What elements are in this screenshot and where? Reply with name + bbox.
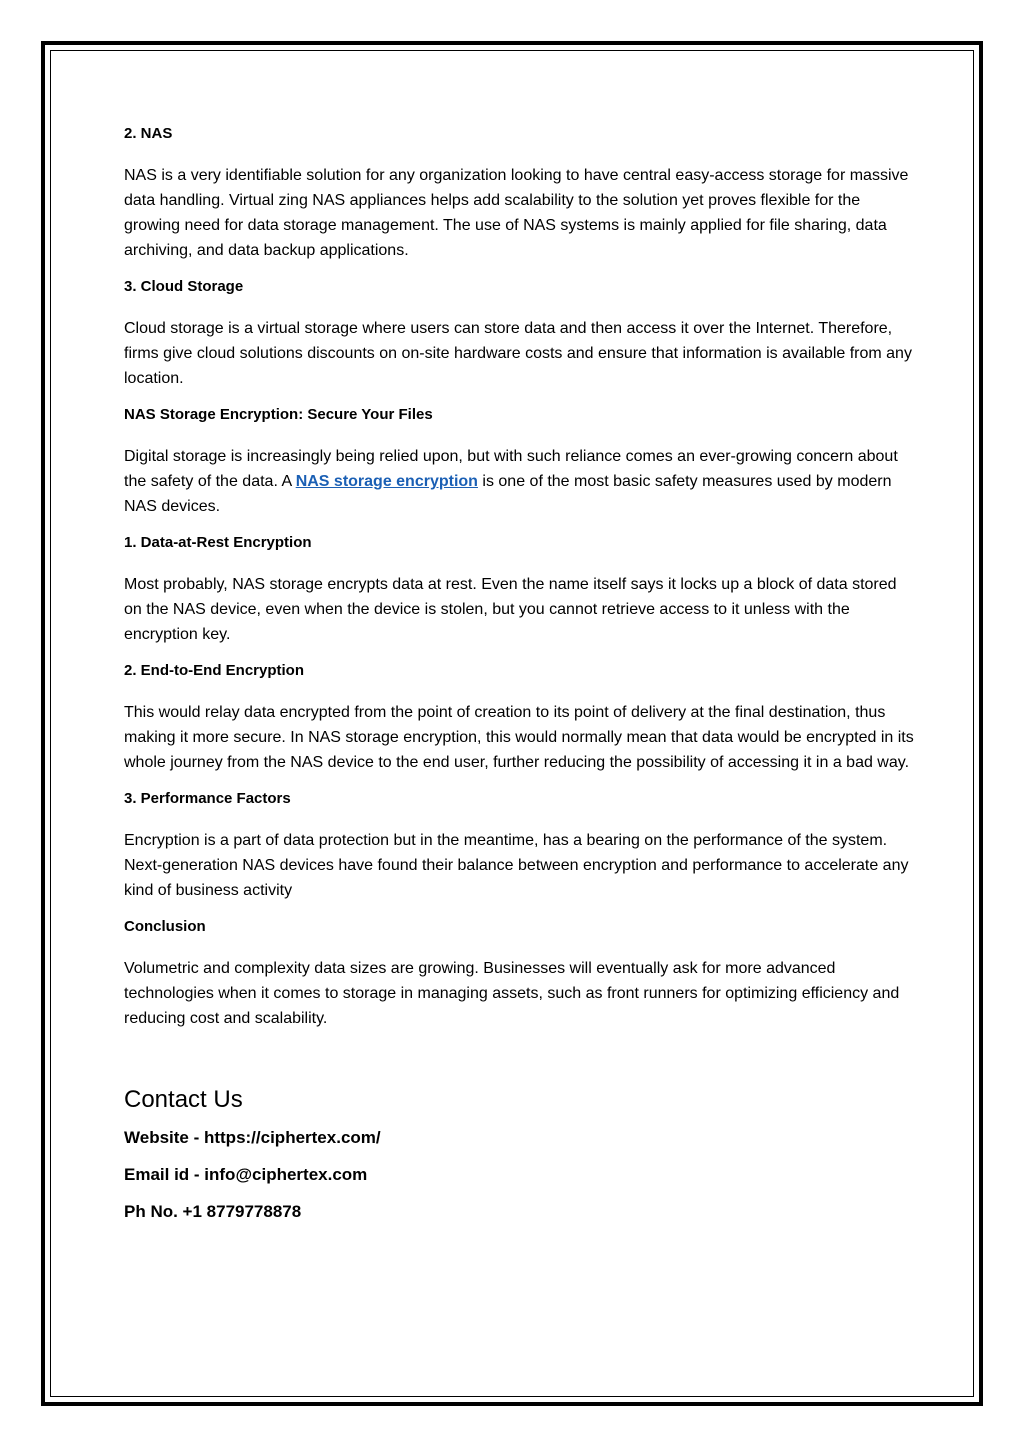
nas-storage-encryption-link[interactable]: NAS storage encryption — [295, 473, 478, 490]
contact-phone: Ph No. +1 8779778878 — [124, 1202, 302, 1221]
section-heading-conclusion: Conclusion — [124, 918, 206, 935]
section-heading-end-to-end: 2. End-to-End Encryption — [124, 662, 304, 679]
section-body-cloud-storage: Cloud storage is a virtual storage where users can store data and then access it over the Internet. Therefore, firms give cloud solutions discounts on on-site hardware costs and ensure that information is available from any location. — [124, 320, 912, 387]
section-body-nas-encryption — [124, 444, 914, 519]
section-body-data-at-rest: Most probably, NAS storage encrypts data at rest. Even the name itself says it locks up a block of data stored on the NAS device, even when the device is stolen, but you cannot retrieve access to it unless with the encryption key. — [124, 576, 897, 643]
section-heading-nas: 2. NAS — [124, 125, 173, 142]
body-text-after-link: is one of the most basic safety measures used by modern NAS devices. — [124, 473, 892, 515]
section-body-end-to-end: This would relay data encrypted from the point of creation to its point of delivery at the final destination, thus making it more secure. In NAS storage encryption, this would normally mean that data would be encrypted in its whole journey from the NAS device to the end user, further reducing the possibility of accessing it in a bad way. — [124, 704, 914, 771]
contact-email[interactable]: Email id - info@ciphertex.com — [124, 1165, 368, 1184]
body-text-before-link: Digital storage is increasingly being relied upon, but with such reliance comes an ever-growing concern about the safety of the data. A — [124, 448, 898, 490]
section-heading-cloud-storage: 3. Cloud Storage — [124, 278, 244, 295]
section-body-performance: Encryption is a part of data protection but in the meantime, has a bearing on the performance of the system. Next-generation NAS devices have found their balance between encryption and performance to accelerate any kind of business activity — [124, 832, 909, 899]
section-heading-performance: 3. Performance Factors — [124, 790, 291, 807]
contact-title: Contact Us — [124, 1086, 243, 1113]
section-body-nas: NAS is a very identifiable solution for any organization looking to have central easy-access storage for massive data handling. Virtual zing NAS appliances helps add scalability to the solution yet proves flexible for the growing need for data storage management. The use of NAS systems is mainly applied for file sharing, data archiving, and data backup applications. — [124, 167, 909, 259]
section-heading-nas-encryption: NAS Storage Encryption: Secure Your Files — [124, 406, 433, 423]
contact-website[interactable]: Website - https://ciphertex.com/ — [124, 1128, 381, 1147]
section-body-conclusion: Volumetric and complexity data sizes are growing. Businesses will eventually ask for more advanced technologies when it comes to storage in managing assets, such as front runners for optimizing efficiency and reducing cost and scalability. — [124, 960, 900, 1027]
document-body — [124, 124, 914, 1238]
section-heading-data-at-rest: 1. Data-at-Rest Encryption — [124, 534, 312, 551]
